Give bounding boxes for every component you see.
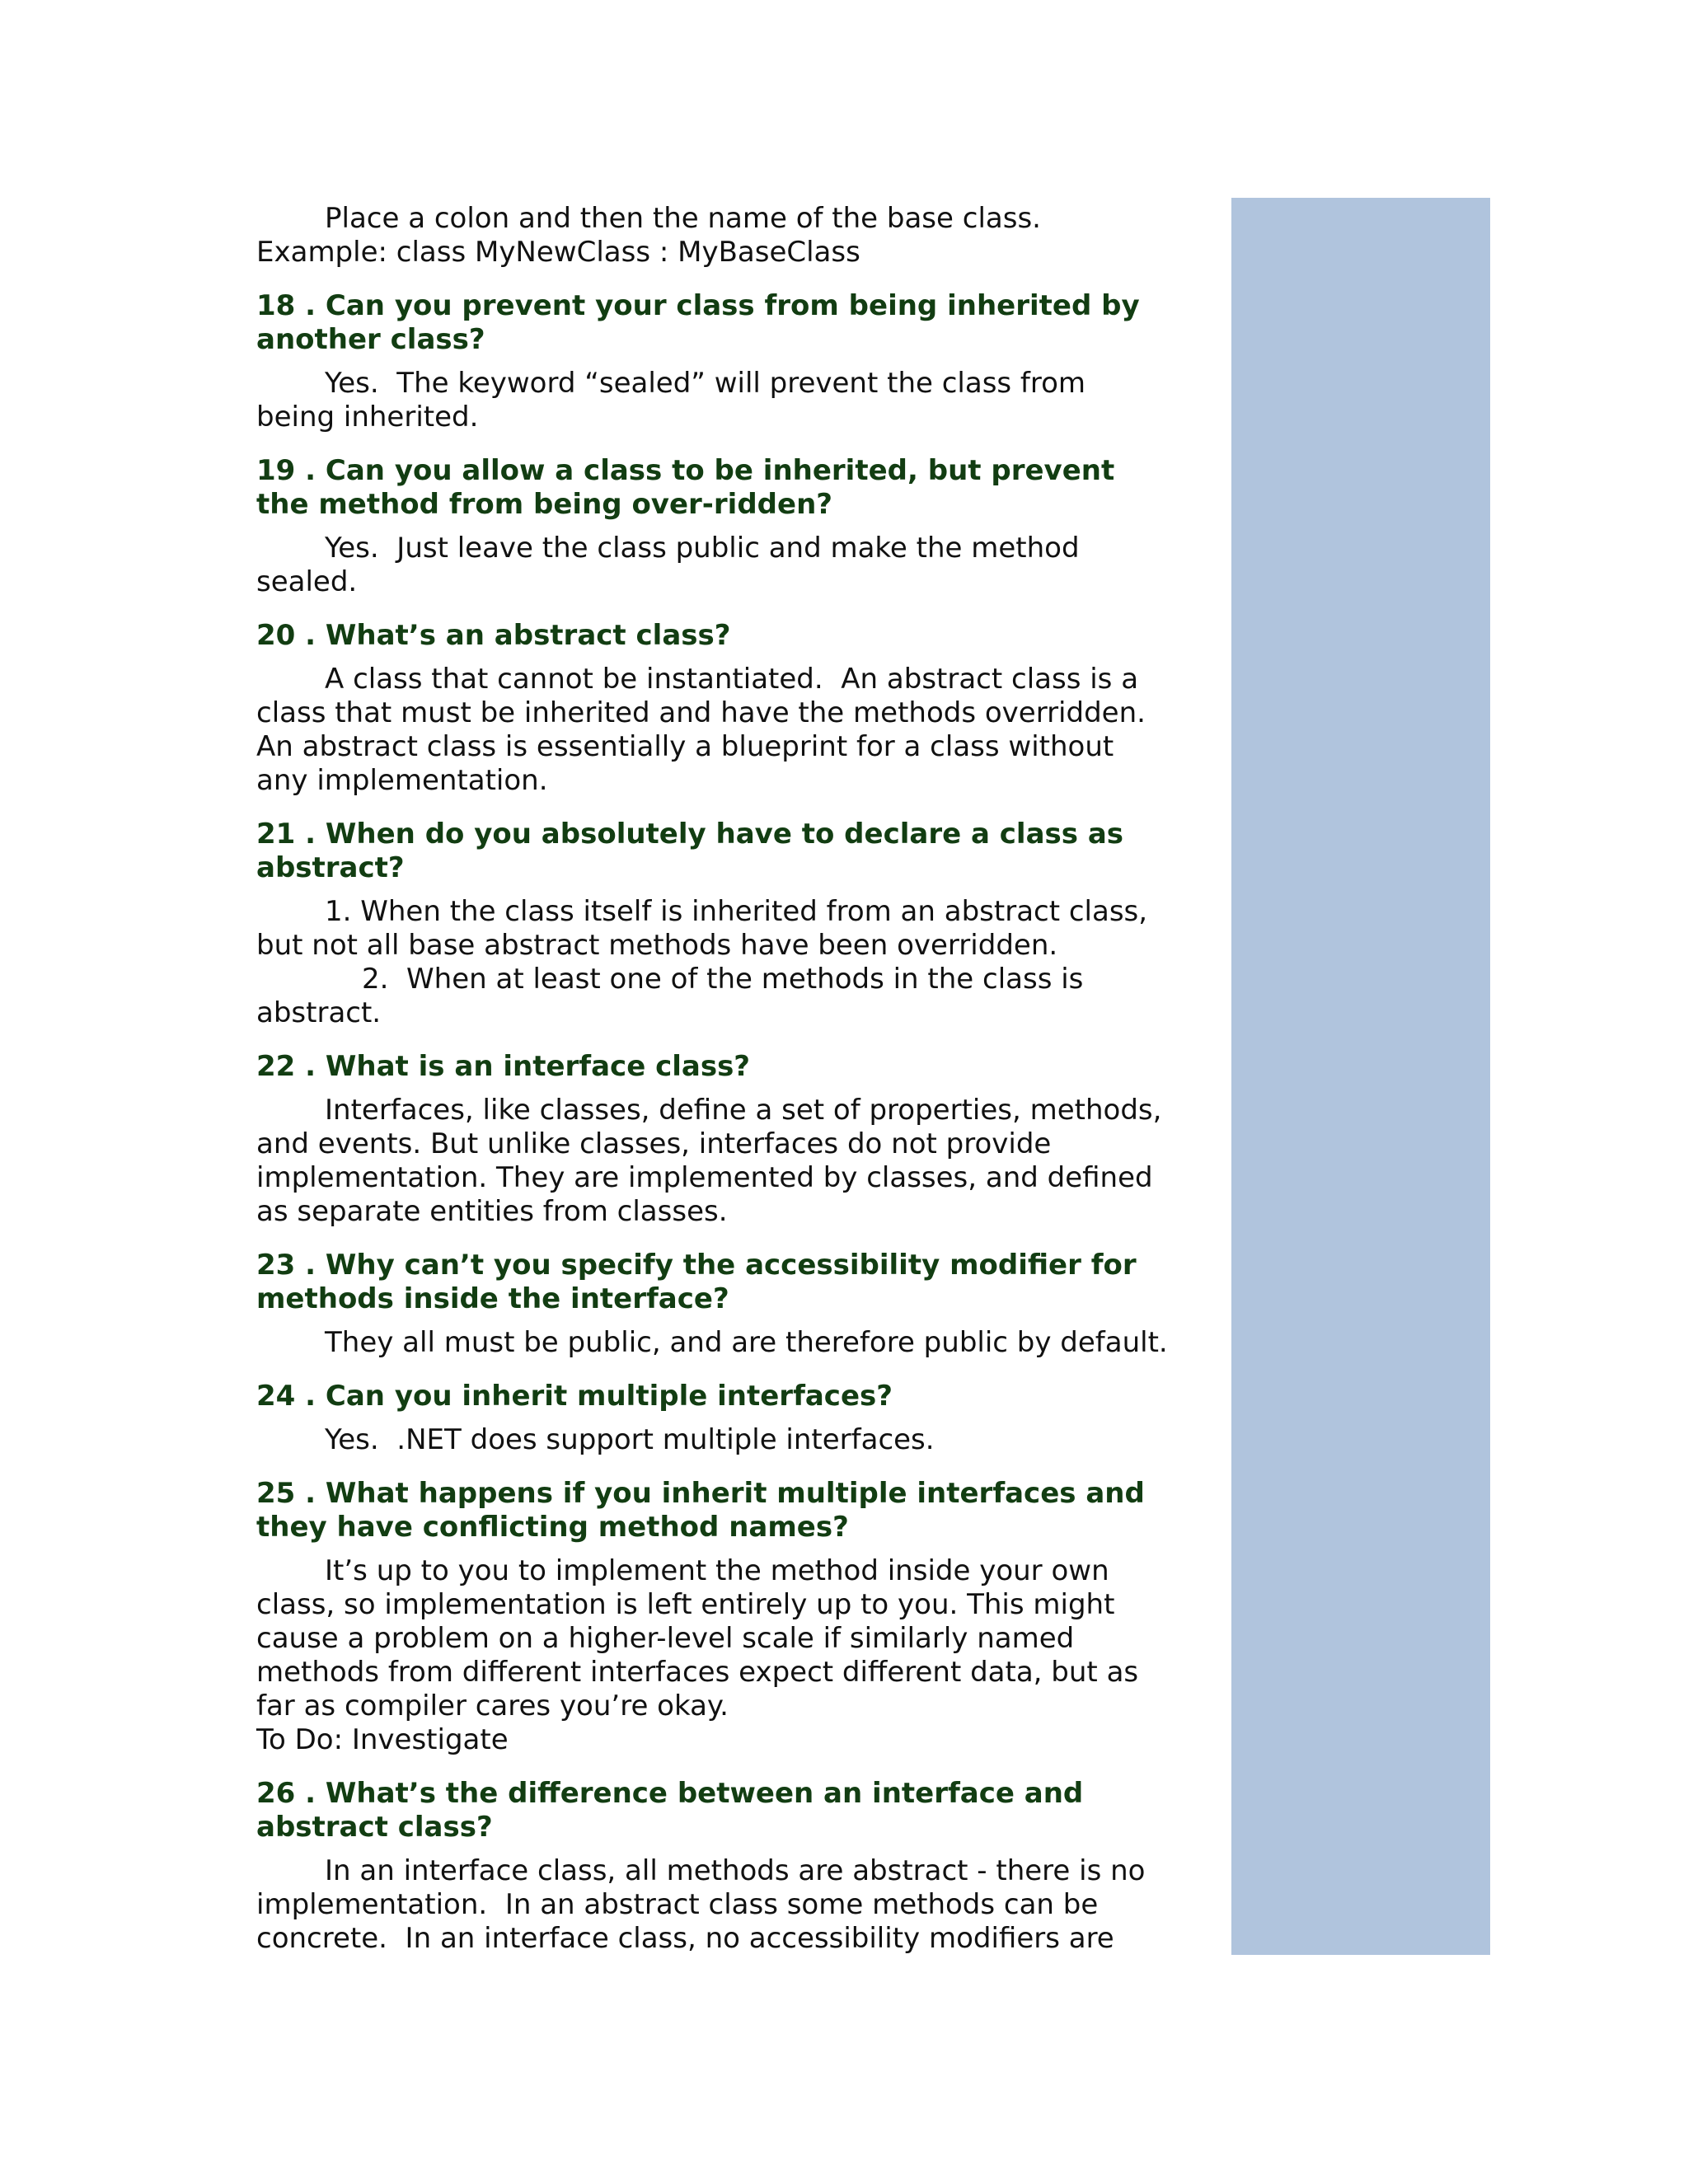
answer-text: In an interface class, all methods are abstract - there is no implementation. In an abstract class some methods can be concrete. In an interface class, no accessibility modifiers are [256,1854,1155,1955]
qa-item [256,1477,1171,1757]
answer-text: A class that cannot be instantiated. An abstract class is a class that must be inherited and have the methods overridden. An abstract class is essentially a blueprint for a class without any implementation. [256,663,1164,797]
question-heading: 23 . Why can’t you specify the accessibility modifier for methods inside the interface? [256,1249,1137,1315]
answer-text: They all must be public, and are therefore public by default. [325,1326,1168,1359]
question-heading: 21 . When do you absolutely have to declare a class as abstract? [256,818,1124,884]
document-body [256,202,1171,1956]
qa-item [256,454,1171,599]
todo-note: To Do: Investigate [256,1723,509,1756]
answer-list-item: 1. When the class itself is inherited from an abstract class, but not all base abstract methods have been overridden. [256,895,1156,962]
question-heading: 26 . What’s the difference between an interface and abstract class? [256,1777,1084,1844]
question-heading: 24 . Can you inherit multiple interfaces? [256,1380,893,1413]
qa-item [256,289,1171,434]
answer-text: Yes. The keyword “sealed” will prevent the class from being inherited. [256,367,1095,434]
question-heading: 18 . Can you prevent your class from being inherited by another class? [256,289,1140,356]
question-heading: 25 . What happens if you inherit multiple interfaces and they have conflicting method names? [256,1477,1145,1544]
qa-item [256,1249,1171,1360]
qa-item [256,1777,1171,1956]
answer-text: Yes. .NET does support multiple interfaces. [325,1423,935,1456]
answer-text: Yes. Just leave the class public and make the method sealed. [256,532,1089,598]
qa-item [256,1380,1171,1457]
answer-list-item: 2. When at least one of the methods in the class is abstract. [256,963,1093,1029]
qa-item [256,619,1171,798]
qa-item [256,1050,1171,1229]
answer-text: Interfaces, like classes, define a set of properties, methods, and events. But unlike classes, interfaces do not provide implementation. They are implemented by classes, and defined as separate entities from classes. [256,1094,1171,1228]
qa-item [256,818,1171,1030]
question-heading: 22 . What is an interface class? [256,1050,751,1083]
sidebar-panel [1231,198,1490,1955]
question-heading: 20 . What’s an abstract class? [256,619,731,652]
question-heading: 19 . Can you allow a class to be inherited, but prevent the method from being over-ridden? [256,454,1115,521]
intro-example: Example: class MyNewClass : MyBaseClass [256,236,860,269]
intro-line: Place a colon and then the name of the base class. [325,202,1041,235]
answer-text: It’s up to you to implement the method inside your own class, so implementation is left entirely up to you. This might cause a problem on a higher-level scale if similarly named methods from different interfaces expect different data, but as far as compiler cares you’re okay. [256,1554,1147,1722]
